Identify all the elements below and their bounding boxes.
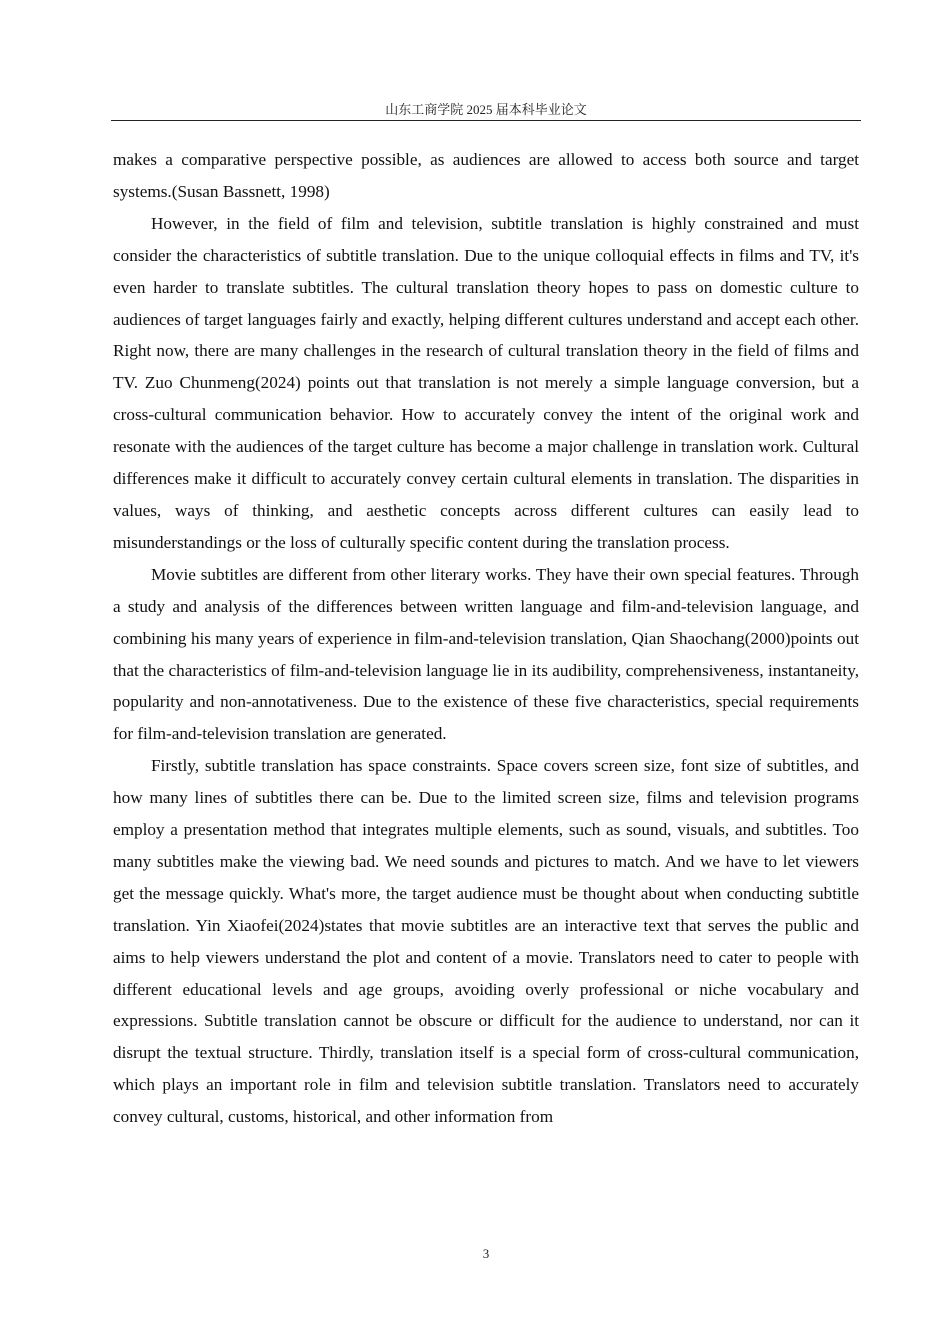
running-header: 山东工商学院 2025 届本科毕业论文 (385, 102, 587, 117)
body-text (113, 144, 859, 1133)
paragraph-space-constraints: Firstly, subtitle translation has space constraints. Space covers screen size, font size of subtitles, and how many lines of subtitles there can be. Due to the limited screen size, films and television programs employ a presentation method that integrates multiple elements, such as sound, visuals, and subtitles. Too many subtitles make the viewing bad. We need sounds and pictures to match. And we have to let viewers get the message quickly. What's more, the target audience must be thought about when conducting subtitle translation. Yin Xiaofei(2024)states that movie subtitles are an interactive text that serves the public and aims to help viewers understand the plot and content of a movie. Translators need to cater to people with different educational levels and age groups, avoiding overly professional or niche vocabulary and expressions. Subtitle translation cannot be obscure or difficult for the audience to understand, nor can it disrupt the textual structure. Thirdly, translation itself is a special form of cross-cultural communication, which plays an important role in film and television subtitle translation. Translators need to accurately convey cultural, customs, historical, and other information from (113, 756, 859, 1127)
page-number: 3 (482, 1246, 490, 1261)
paragraph-continued: makes a comparative perspective possible, as audiences are allowed to access both source and target systems.(Susan Bassnett, 1998) (113, 150, 859, 201)
paragraph-subtitle-constraints: However, in the field of film and television, subtitle translation is highly constrained and must consider the characteristics of subtitle translation. Due to the unique colloquial effects in films and TV, it's even harder to translate subtitles. The cultural translation theory hopes to pass on domestic culture to audiences of target languages fairly and exactly, helping different cultures understand and accept each other. Right now, there are many challenges in the research of cultural translation theory in the field of films and TV. Zuo Chunmeng(2024) points out that translation is not merely a simple language conversion, but a cross-cultural communication behavior. How to accurately convey the intent of the original work and resonate with the audiences of the target culture has become a major challenge in translation work. Cultural differences make it difficult to accurately convey certain cultural elements in translation. The disparities in values, ways of thinking, and aesthetic concepts across different cultures can easily lead to misunderstandings or the loss of culturally specific content during the translation process. (113, 213, 859, 552)
header-divider (111, 120, 861, 121)
paragraph-movie-subtitle-features: Movie subtitles are different from other literary works. They have their own special features. Through a study and analysis of the differences between written language and film-and-television language, and combining his many years of experience in film-and-television translation, Qian Shaochang(2000)points out that the characteristics of film-and-television language lie in its audibility, comprehensiveness, instantaneity, popularity and non-annotativeness. Due to the existence of these five characteristics, special requirements for film-and-television translation are generated. (113, 564, 859, 744)
